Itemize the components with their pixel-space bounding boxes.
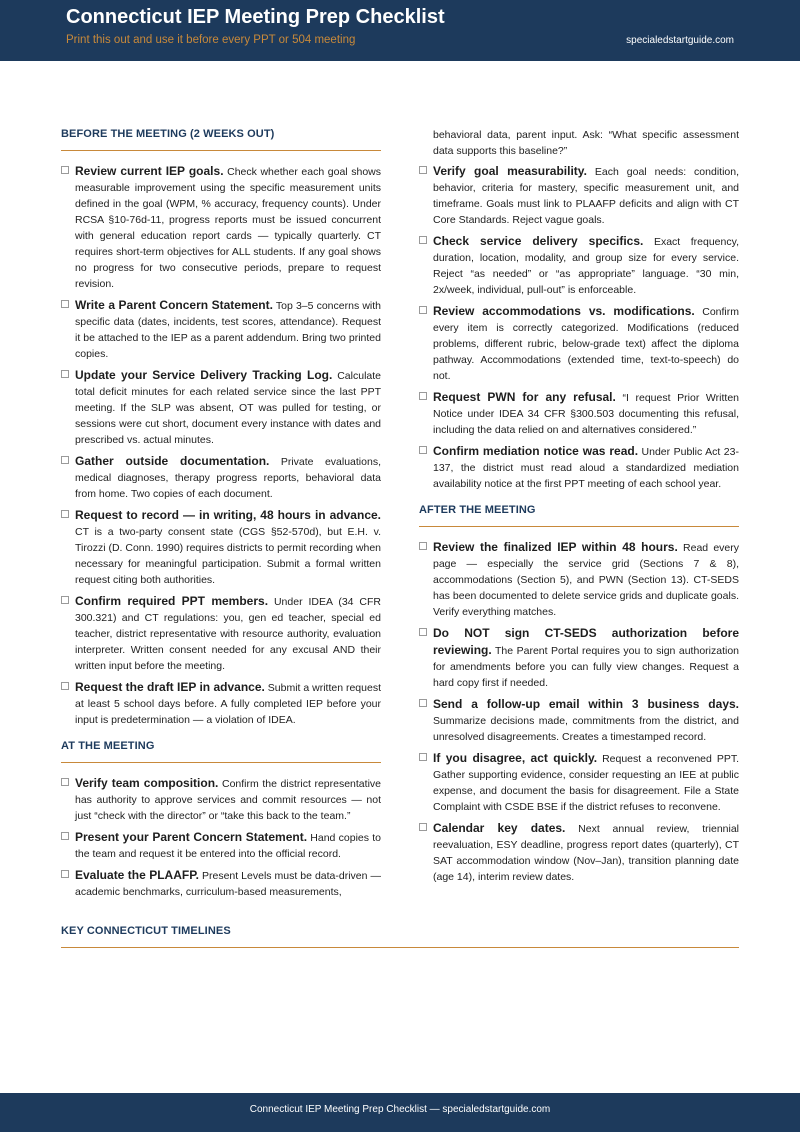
checkbox-icon[interactable] — [419, 823, 427, 831]
checklist-item — [419, 539, 739, 620]
item-body: CT is a two-party consent state (CGS §52-570d), but E.H. v. Tirozzi (D. Conn. 1990) requires districts to permit recording when necessary for meaningful participation. Submit a formal written request citing both authorities. — [75, 526, 381, 586]
checkbox-icon[interactable] — [419, 306, 427, 314]
item-lead: Check service delivery specifics. — [433, 234, 644, 248]
checklist-item — [61, 593, 381, 674]
checkbox-icon[interactable] — [61, 456, 69, 464]
item-body: Confirm every item is correctly categorized. Modifications (reduced problems, different rubric, below-grade text) affect the diploma pathway. Accommodations (extended time, text-to-speech) do not. — [433, 306, 739, 382]
item-body: Calculate total deficit minutes for each related service since the last PPT meeting. If the SLP was absent, OT was pulled for testing, or sessions were cut short, document every instance with dates and prescribed vs. actual minutes. — [75, 370, 381, 446]
checkbox-icon[interactable] — [61, 596, 69, 604]
item-lead: Verify goal measurability. — [433, 164, 587, 178]
page-footer — [0, 1093, 800, 1132]
item-body: Under Public Act 23-137, the district must read aloud a standardized mediation availability notice at the first PPT meeting of each school year. — [433, 446, 739, 490]
checklist-item — [419, 696, 739, 745]
item-lead: Review accommodations vs. modifications. — [433, 304, 695, 318]
continued-text: behavioral data, parent input. Ask: “What specific assessment data supports this baseline?” — [433, 129, 739, 157]
checklist-item — [61, 163, 381, 292]
item-lead: Write a Parent Concern Statement. — [75, 298, 273, 312]
item-body: Request a reconvened PPT. Gather supporting evidence, consider requesting an IEE at public expense, and document the basis for disagreement. File a State Complaint with CSDE BSE if the district refuses to reconvene. — [433, 753, 739, 813]
checklist-item — [61, 507, 381, 588]
checklist-item — [419, 443, 739, 492]
item-lead: Do NOT sign CT-SEDS authorization before reviewing. — [433, 626, 739, 657]
checkbox-icon[interactable] — [419, 753, 427, 761]
section-title-after: AFTER THE MEETING — [419, 504, 739, 527]
item-lead: Present your Parent Concern Statement. — [75, 830, 308, 844]
item-body: Top 3–5 concerns with specific data (dates, incidents, test scores, attendance). Request it be attached to the IEP as a parent addendum. Bring two printed copies. — [75, 300, 381, 360]
at-checklist — [61, 775, 381, 900]
section-title-at: AT THE MEETING — [61, 740, 381, 763]
item-body: Private evaluations, medical diagnoses, therapy progress reports, behavioral data from home. Two copies of each document. — [75, 456, 381, 500]
item-body: Exact frequency, duration, location, modality, and group size for every service. Reject “as needed” or “as appropriate” language. “30 min, 2x/week, individual, pull-out” is enforceable. — [433, 236, 740, 296]
item-lead: Review current IEP goals. — [75, 164, 224, 178]
item-lead: Calendar key dates. — [433, 821, 566, 835]
page-subtitle: Print this out and use it before every PPT or 504 meeting — [66, 34, 356, 46]
right-column — [419, 127, 739, 890]
item-body: Under IDEA (34 CFR 300.321) and CT regulations: you, gen ed teacher, special ed teacher, district representative with resource authority, evaluation interpreter. Written consent needed for any excusal AND their written input before the meeting. — [75, 596, 381, 672]
item-body: Present Levels must be data-driven — academic benchmarks, curriculum-based measurements, — [75, 870, 381, 898]
item-lead: Request to record — in writing, 48 hours in advance. — [75, 508, 381, 522]
item-lead: If you disagree, act quickly. — [433, 751, 598, 765]
checkbox-icon[interactable] — [61, 510, 69, 518]
page-header — [0, 0, 800, 61]
timelines-section — [61, 925, 739, 960]
item-body: Summarize decisions made, commitments from the district, and unresolved disagreements. Creates a timestamped record. — [433, 715, 739, 743]
checkbox-icon[interactable] — [61, 370, 69, 378]
item-lead: Verify team composition. — [75, 776, 219, 790]
checkbox-icon[interactable] — [419, 236, 427, 244]
section-title-before: BEFORE THE MEETING (2 WEEKS OUT) — [61, 128, 381, 151]
checklist-item — [419, 163, 739, 228]
checklist-item — [61, 829, 381, 862]
footer-text: Connecticut IEP Meeting Prep Checklist — specialedstartguide.com — [249, 1104, 551, 1115]
checklist-item — [419, 820, 739, 885]
section-title-timelines: KEY CONNECTICUT TIMELINES — [61, 925, 739, 948]
checklist-item — [419, 625, 739, 691]
checkbox-icon[interactable] — [419, 392, 427, 400]
checkbox-icon[interactable] — [61, 300, 69, 308]
checklist-item — [61, 775, 381, 824]
checklist-item — [419, 233, 739, 298]
checkbox-icon[interactable] — [61, 166, 69, 174]
item-body: Submit a written request at least 5 school days before. A fully completed IEP before your input is predetermination — a violation of IDEA. — [75, 682, 381, 726]
item-body: Check whether each goal shows measurable improvement using the specific measurement units defined in the goal (WPM, % accuracy, frequency counts). Under RCSA §10-76d-11, progress reports must be issued concurrent with general education report cards — typically quarterly. CT requires short-term objectives for ALL students. If any goal shows no progress for two consecutive periods, prepare to request revision. — [75, 166, 381, 290]
after-checklist — [419, 539, 739, 885]
page-title: Connecticut IEP Meeting Prep Checklist — [66, 6, 445, 28]
item-lead: Request the draft IEP in advance. — [75, 680, 265, 694]
checkbox-icon[interactable] — [419, 699, 427, 707]
checkbox-icon[interactable] — [419, 628, 427, 636]
item-lead: Request PWN for any refusal. — [433, 390, 616, 404]
item-body: Hand copies to the team and request it be entered into the official record. — [75, 832, 381, 860]
site-name: specialedstartguide.com — [626, 35, 734, 46]
item-lead: Confirm mediation notice was read. — [433, 444, 639, 458]
checklist-item — [61, 679, 381, 728]
checkbox-icon[interactable] — [61, 778, 69, 786]
at-checklist-continued — [419, 163, 739, 492]
item-lead: Review the finalized IEP within 48 hours. — [433, 540, 678, 554]
checkbox-icon[interactable] — [61, 682, 69, 690]
checklist-item — [61, 367, 381, 448]
checklist-item — [61, 297, 381, 362]
checklist-item — [61, 453, 381, 502]
item-lead: Gather outside documentation. — [75, 454, 270, 468]
checklist-item — [419, 389, 739, 438]
checklist-item — [419, 750, 739, 815]
before-checklist — [61, 163, 381, 728]
checkbox-icon[interactable] — [61, 832, 69, 840]
left-column — [61, 128, 381, 905]
checkbox-icon[interactable] — [419, 166, 427, 174]
item-body: Read every page — especially the service grid (Sections 7 & 8), accommodations (Section 5), and PWN (Section 13). CT-SEDS has been documented to delete service grids and duplicate goals. Verify everything matches. — [433, 542, 740, 618]
item-body: Each goal needs: condition, behavior, criteria for mastery, specific measurement unit, and timeframe. Goals must link to PLAAFP deficits and align with CT Core Standards. Reject vague goals. — [433, 166, 740, 226]
item-body: The Parent Portal requires you to sign authorization for amendments before you can fully view changes. Request a hard copy first if needed. — [433, 645, 740, 689]
item-lead: Evaluate the PLAAFP. — [75, 868, 199, 882]
checklist-item — [61, 867, 381, 900]
checkbox-icon[interactable] — [419, 446, 427, 454]
item-body: Next annual review, triennial reevaluation, ESY deadline, progress report dates (quarterly), CT SAT accommodation window (Nov–Jan), transition planning date (age 14), interim review dates. — [433, 823, 740, 883]
checkbox-icon[interactable] — [419, 542, 427, 550]
item-lead: Update your Service Delivery Tracking Log. — [75, 368, 333, 382]
checklist-item — [419, 303, 739, 384]
item-body: “I request Prior Written Notice under IDEA 34 CFR §300.503 documenting this refusal, including the data relied on and alternatives considered.” — [433, 392, 739, 436]
item-body: Confirm the district representative has authority to approve services and commit resources — not just “check with the director” or “take this back to the team.” — [75, 778, 381, 822]
checkbox-icon[interactable] — [61, 870, 69, 878]
item-lead: Confirm required PPT members. — [75, 594, 269, 608]
item-lead: Send a follow-up email within 3 business days. — [433, 697, 739, 711]
